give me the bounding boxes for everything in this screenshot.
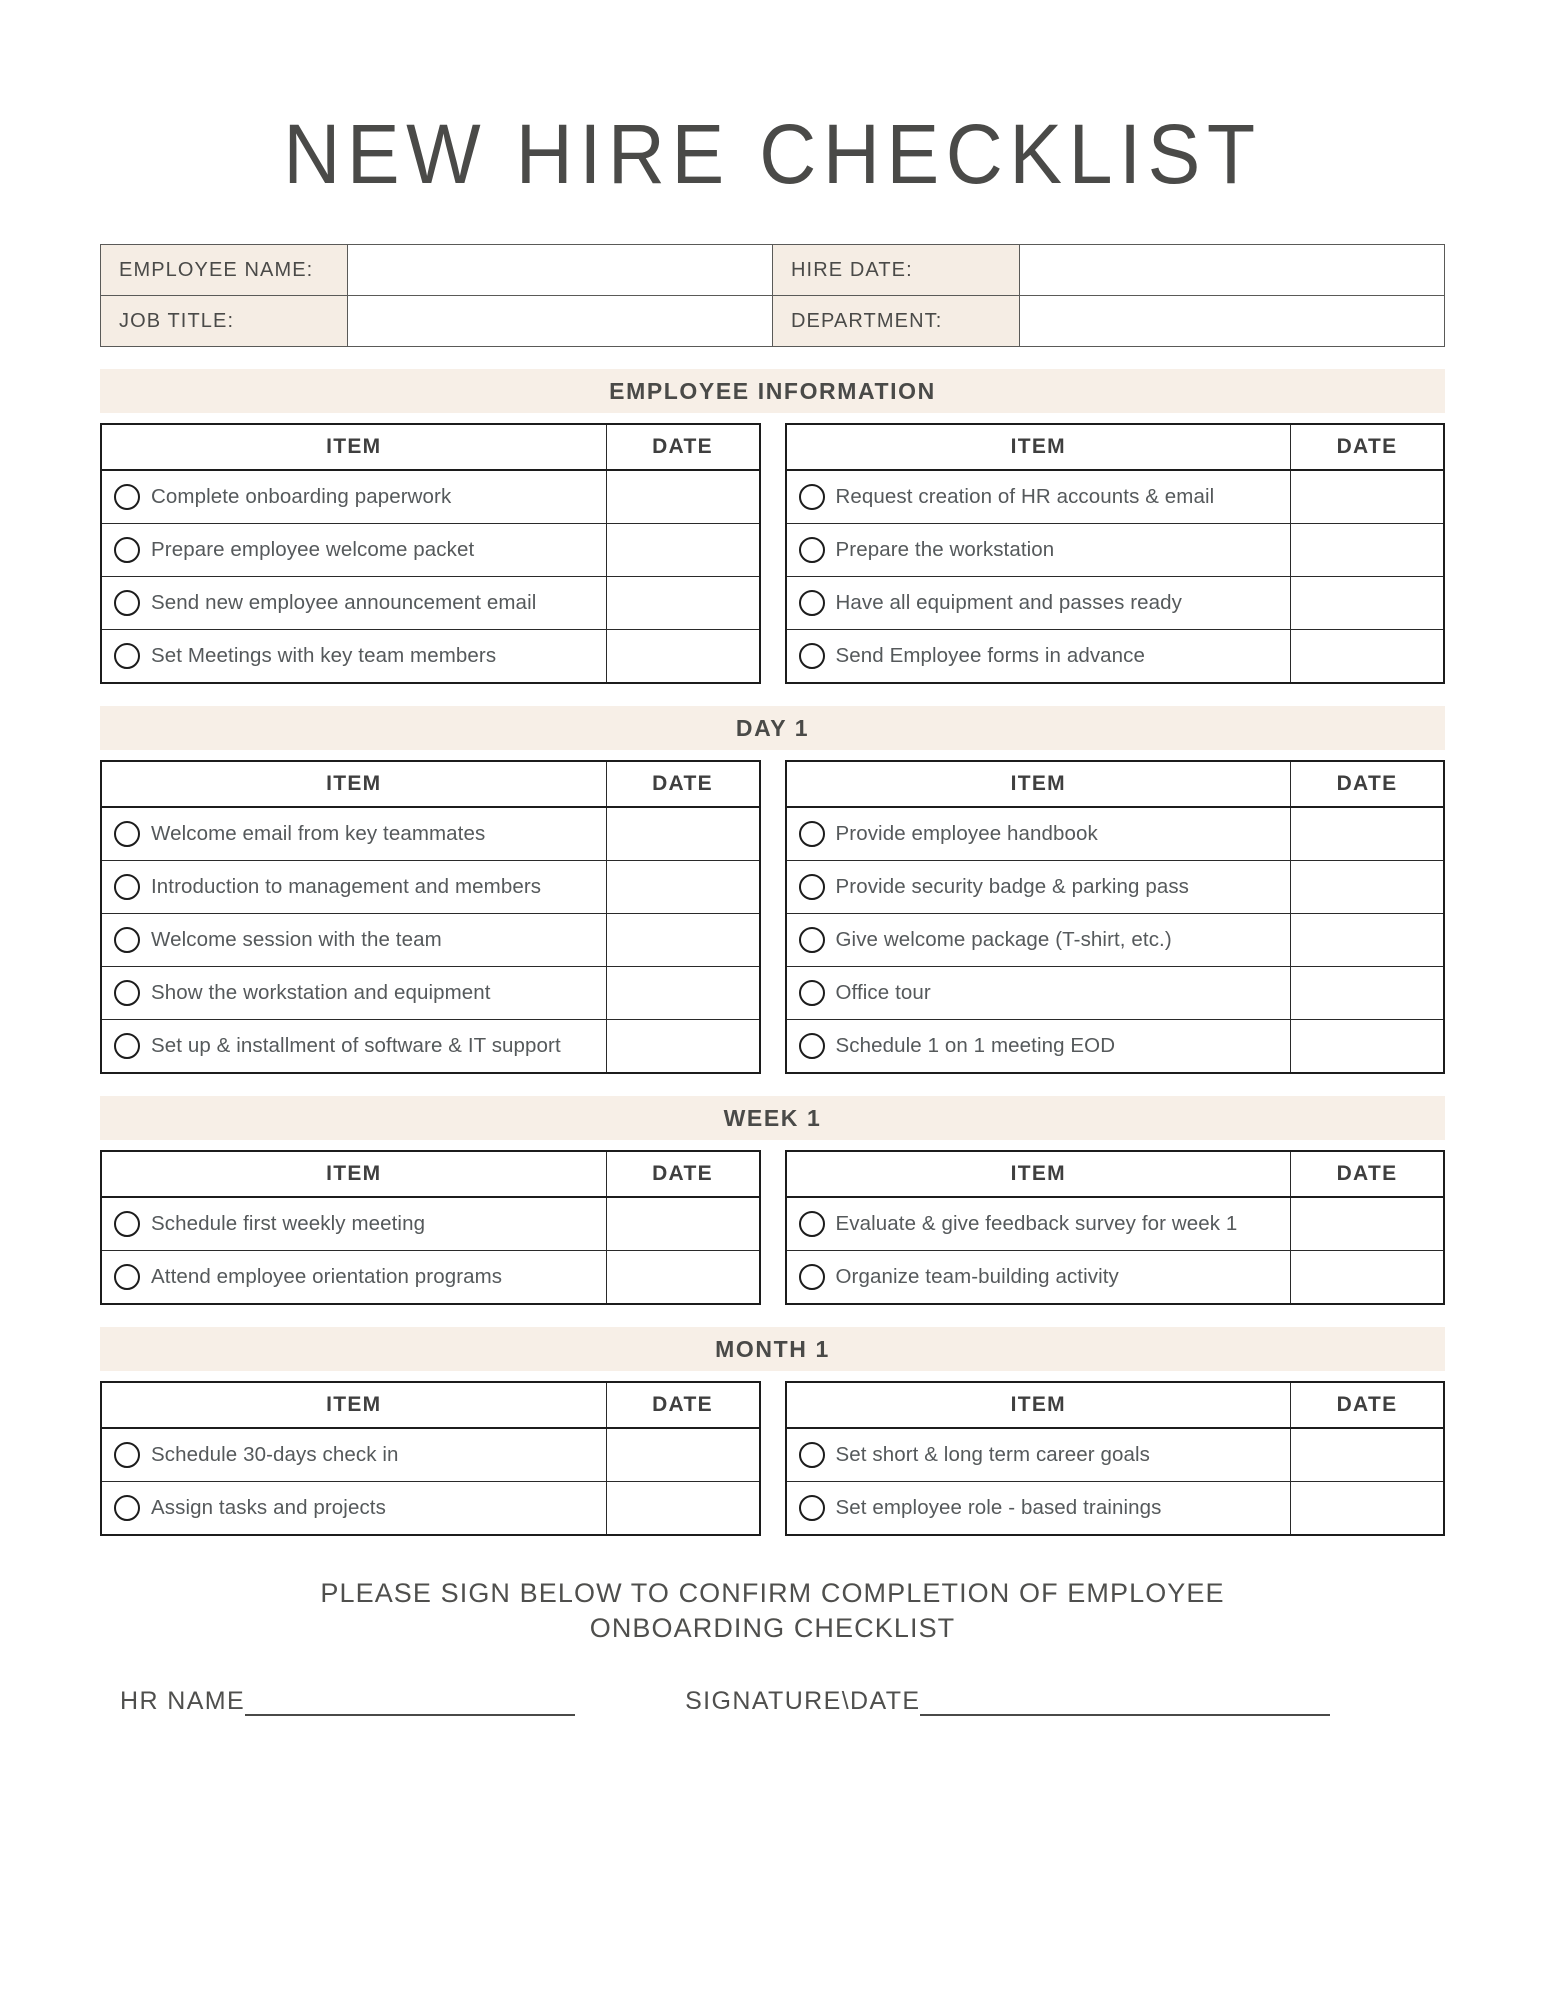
checklist-item	[799, 874, 1279, 900]
table-row	[101, 1020, 760, 1074]
checkbox-circle-icon[interactable]	[799, 1033, 825, 1059]
checklist-item-cell[interactable]	[786, 1428, 1291, 1482]
checklist-item	[799, 980, 1279, 1006]
checklist-item	[799, 643, 1279, 669]
checklist-item-label: Prepare the workstation	[835, 538, 1055, 561]
employee-info-table	[100, 244, 1445, 347]
table-row	[101, 1482, 760, 1536]
table-row	[101, 807, 760, 861]
checklist-date-cell[interactable]	[1291, 1482, 1445, 1536]
column-header-date: DATE	[606, 761, 760, 807]
hr-name-field	[120, 1687, 575, 1716]
checkbox-circle-icon[interactable]	[114, 1442, 140, 1468]
checklist-item-label: Send Employee forms in advance	[835, 644, 1146, 667]
employee-name-input[interactable]	[348, 245, 773, 296]
table-row	[101, 1197, 760, 1251]
checklist-item-cell[interactable]	[101, 1482, 606, 1536]
checklist-date-cell[interactable]	[606, 470, 760, 524]
checklist-item	[799, 484, 1279, 510]
column-header-date: DATE	[1291, 1382, 1445, 1428]
table-row	[786, 807, 1445, 861]
checklist-item-cell[interactable]	[101, 524, 606, 577]
checklist-date-cell[interactable]	[1291, 1197, 1445, 1251]
checklist-item-label: Have all equipment and passes ready	[835, 591, 1183, 614]
checklist-item-label: Assign tasks and projects	[151, 1496, 386, 1519]
checklist-date-cell[interactable]	[606, 914, 760, 967]
checklist-item	[114, 821, 594, 847]
column-header-date: DATE	[606, 1382, 760, 1428]
column-header-date: DATE	[606, 424, 760, 470]
checkbox-circle-icon[interactable]	[799, 1442, 825, 1468]
checklist-date-cell[interactable]	[606, 1197, 760, 1251]
column-header-date: DATE	[1291, 761, 1445, 807]
checklist-item-label: Prepare employee welcome packet	[151, 538, 475, 561]
signature-note-line2: ONBOARDING CHECKLIST	[589, 1612, 956, 1643]
section-header: WEEK 1	[100, 1096, 1445, 1140]
checklist-table-left	[100, 1150, 761, 1305]
checklist-date-cell[interactable]	[606, 1020, 760, 1074]
checklist-item-cell[interactable]	[101, 861, 606, 914]
checklist-item-cell[interactable]	[101, 1020, 606, 1074]
section-header: MONTH 1	[100, 1327, 1445, 1371]
checklist-item-label: Complete onboarding paperwork	[151, 485, 452, 508]
department-label: DEPARTMENT:	[773, 296, 1020, 347]
table-row	[786, 914, 1445, 967]
checklist-item	[799, 1495, 1279, 1521]
checklist-item	[114, 590, 594, 616]
checklist-item	[114, 927, 594, 953]
checklist-item-label: Attend employee orientation programs	[151, 1265, 503, 1288]
checklist-item-cell[interactable]	[786, 1020, 1291, 1074]
checklist-item-label: Introduction to management and members	[151, 875, 542, 898]
checklist-item	[114, 874, 594, 900]
checkbox-circle-icon[interactable]	[799, 1495, 825, 1521]
checklist-date-cell[interactable]	[1291, 861, 1445, 914]
checklist-item-label: Set Meetings with key team members	[151, 644, 497, 667]
checkbox-circle-icon[interactable]	[799, 537, 825, 563]
checklist-item	[114, 643, 594, 669]
checklist-table-right	[785, 1381, 1446, 1536]
table-header-row	[101, 761, 760, 807]
checklist-table-right	[785, 423, 1446, 684]
checklist-item	[114, 980, 594, 1006]
checklist-item-label: Set short & long term career goals	[835, 1443, 1150, 1466]
column-header-item: ITEM	[786, 424, 1291, 470]
table-row	[786, 577, 1445, 630]
hire-date-label: HIRE DATE:	[773, 245, 1020, 296]
table-row	[101, 914, 760, 967]
checkbox-circle-icon[interactable]	[114, 821, 140, 847]
checklist-item-cell[interactable]	[786, 1251, 1291, 1305]
checklist-item-label: Schedule first weekly meeting	[151, 1212, 426, 1235]
checklist-date-cell[interactable]	[606, 1482, 760, 1536]
checklist-date-cell[interactable]	[606, 967, 760, 1020]
checklist-item-label: Set up & installment of software & IT support	[151, 1034, 561, 1057]
section-tables	[100, 1150, 1445, 1305]
section-tables	[100, 760, 1445, 1074]
checkbox-circle-icon[interactable]	[114, 1495, 140, 1521]
department-input[interactable]	[1020, 296, 1445, 347]
checkbox-circle-icon[interactable]	[799, 1264, 825, 1290]
signature-row	[100, 1687, 1445, 1716]
column-header-date: DATE	[606, 1151, 760, 1197]
table-row	[786, 1020, 1445, 1074]
checklist-item-label: Provide employee handbook	[835, 822, 1098, 845]
checkbox-circle-icon[interactable]	[799, 980, 825, 1006]
table-row	[786, 1251, 1445, 1305]
job-title-input[interactable]	[348, 296, 773, 347]
checklist-item	[799, 1211, 1279, 1237]
checklist-item-cell[interactable]	[101, 807, 606, 861]
checklist-date-cell[interactable]	[1291, 914, 1445, 967]
checklist-item	[114, 1495, 594, 1521]
employee-name-label: EMPLOYEE NAME:	[101, 245, 348, 296]
checkbox-circle-icon[interactable]	[114, 537, 140, 563]
column-header-item: ITEM	[101, 424, 606, 470]
checkbox-circle-icon[interactable]	[114, 1033, 140, 1059]
table-header-row	[786, 424, 1445, 470]
table-row	[101, 1251, 760, 1305]
checklist-item-cell[interactable]	[101, 967, 606, 1020]
column-header-item: ITEM	[101, 761, 606, 807]
checklist-item-label: Welcome email from key teammates	[151, 822, 486, 845]
column-header-date: DATE	[1291, 424, 1445, 470]
table-header-row	[101, 1382, 760, 1428]
checkbox-circle-icon[interactable]	[799, 1211, 825, 1237]
checklist-item-cell[interactable]	[101, 1197, 606, 1251]
checklist-item	[114, 484, 594, 510]
checklist-item-cell[interactable]	[786, 1482, 1291, 1536]
checkbox-circle-icon[interactable]	[799, 484, 825, 510]
checkbox-circle-icon[interactable]	[799, 874, 825, 900]
checklist-date-cell[interactable]	[606, 807, 760, 861]
table-header-row	[786, 1382, 1445, 1428]
column-header-item: ITEM	[786, 1382, 1291, 1428]
checkbox-circle-icon[interactable]	[114, 1211, 140, 1237]
info-row-name	[101, 245, 1445, 296]
checklist-item	[114, 1211, 594, 1237]
checklist-item	[799, 1033, 1279, 1059]
checklist-date-cell[interactable]	[606, 1251, 760, 1305]
checklist-table-left	[100, 423, 761, 684]
checklist-item	[114, 1264, 594, 1290]
signature-date-label: SIGNATURE\DATE	[685, 1687, 921, 1716]
checklist-item-label: Evaluate & give feedback survey for week 1	[835, 1212, 1238, 1235]
section-tables	[100, 423, 1445, 684]
checklist-item-label: Schedule 30-days check in	[151, 1443, 399, 1466]
checklist-item-cell[interactable]	[786, 914, 1291, 967]
table-row	[101, 577, 760, 630]
checklist-table-right	[785, 760, 1446, 1074]
checklist-item-label: Give welcome package (T-shirt, etc.)	[835, 928, 1172, 951]
checklist-item-cell[interactable]	[786, 861, 1291, 914]
checklist-item	[799, 821, 1279, 847]
table-row	[101, 630, 760, 684]
section-header: DAY 1	[100, 706, 1445, 750]
checklist-date-cell[interactable]	[1291, 1428, 1445, 1482]
table-row	[786, 1428, 1445, 1482]
checklist-item-label: Request creation of HR accounts & email	[835, 485, 1215, 508]
signature-note	[100, 1576, 1445, 1645]
table-row	[786, 470, 1445, 524]
checklist-item	[114, 1442, 594, 1468]
checklist-date-cell[interactable]	[1291, 1251, 1445, 1305]
checkbox-circle-icon[interactable]	[114, 590, 140, 616]
table-row	[101, 967, 760, 1020]
signature-date-input[interactable]	[920, 1688, 1330, 1716]
checklist-item	[799, 537, 1279, 563]
table-row	[101, 524, 760, 577]
checklist-item-cell[interactable]	[786, 577, 1291, 630]
checkbox-circle-icon[interactable]	[114, 980, 140, 1006]
table-row	[786, 1482, 1445, 1536]
checklist-table-right	[785, 1150, 1446, 1305]
table-header-row	[786, 761, 1445, 807]
checkbox-circle-icon[interactable]	[114, 484, 140, 510]
checklist-item-cell[interactable]	[786, 967, 1291, 1020]
checklist-sections	[100, 369, 1445, 1536]
checkbox-circle-icon[interactable]	[799, 643, 825, 669]
checklist-date-cell[interactable]	[1291, 577, 1445, 630]
table-row	[786, 967, 1445, 1020]
checklist-date-cell[interactable]	[1291, 630, 1445, 684]
column-header-item: ITEM	[786, 761, 1291, 807]
column-header-date: DATE	[1291, 1151, 1445, 1197]
checklist-item-label: Office tour	[835, 981, 931, 1004]
checkbox-circle-icon[interactable]	[114, 927, 140, 953]
section-header: EMPLOYEE INFORMATION	[100, 369, 1445, 413]
table-row	[786, 861, 1445, 914]
checklist-item-cell[interactable]	[101, 577, 606, 630]
column-header-item: ITEM	[786, 1151, 1291, 1197]
table-row	[786, 1197, 1445, 1251]
checklist-item	[114, 537, 594, 563]
checkbox-circle-icon[interactable]	[114, 643, 140, 669]
checklist-item	[114, 1033, 594, 1059]
checklist-item-label: Organize team-building activity	[835, 1265, 1119, 1288]
table-row	[786, 630, 1445, 684]
checkbox-circle-icon[interactable]	[114, 1264, 140, 1290]
checklist-item-label: Welcome session with the team	[151, 928, 442, 951]
checklist-item-label: Set employee role - based trainings	[835, 1496, 1162, 1519]
checklist-date-cell[interactable]	[606, 524, 760, 577]
section-tables	[100, 1381, 1445, 1536]
checklist-table-left	[100, 1381, 761, 1536]
table-row	[786, 524, 1445, 577]
checklist-date-cell[interactable]	[1291, 807, 1445, 861]
info-row-title	[101, 296, 1445, 347]
checklist-item-cell[interactable]	[786, 470, 1291, 524]
hire-date-input[interactable]	[1020, 245, 1445, 296]
column-header-item: ITEM	[101, 1382, 606, 1428]
page-title: NEW HIRE CHECKLIST	[283, 107, 1262, 201]
checklist-item-cell[interactable]	[786, 1197, 1291, 1251]
table-header-row	[101, 424, 760, 470]
checklist-item-cell[interactable]	[786, 807, 1291, 861]
checklist-item-cell[interactable]	[101, 914, 606, 967]
checklist-item-cell[interactable]	[101, 470, 606, 524]
column-header-item: ITEM	[101, 1151, 606, 1197]
checklist-date-cell[interactable]	[1291, 524, 1445, 577]
table-header-row	[101, 1151, 760, 1197]
checklist-item-cell[interactable]	[101, 630, 606, 684]
checklist-date-cell[interactable]	[606, 630, 760, 684]
checklist-item	[799, 590, 1279, 616]
checklist-table-left	[100, 760, 761, 1074]
checklist-date-cell[interactable]	[606, 1428, 760, 1482]
checklist-item	[799, 1442, 1279, 1468]
checklist-date-cell[interactable]	[606, 577, 760, 630]
checklist-item	[799, 1264, 1279, 1290]
checklist-date-cell[interactable]	[1291, 470, 1445, 524]
job-title-label: JOB TITLE:	[101, 296, 348, 347]
checklist-date-cell[interactable]	[606, 861, 760, 914]
hr-name-label: HR NAME	[120, 1687, 246, 1716]
checkbox-circle-icon[interactable]	[799, 590, 825, 616]
checklist-item-cell[interactable]	[101, 1428, 606, 1482]
checklist-item-cell[interactable]	[786, 524, 1291, 577]
signature-note-line1: PLEASE SIGN BELOW TO CONFIRM COMPLETION OF EMPLOYEE	[320, 1578, 1225, 1608]
table-row	[101, 861, 760, 914]
checklist-item	[799, 927, 1279, 953]
table-row	[101, 1428, 760, 1482]
hr-name-input[interactable]	[245, 1688, 575, 1716]
table-header-row	[786, 1151, 1445, 1197]
checklist-item-label: Send new employee announcement email	[151, 591, 537, 614]
checklist-item-label: Provide security badge & parking pass	[835, 875, 1190, 898]
signature-date-field	[685, 1687, 1330, 1716]
checklist-date-cell[interactable]	[1291, 967, 1445, 1020]
checkbox-circle-icon[interactable]	[114, 874, 140, 900]
checklist-item-cell[interactable]	[786, 630, 1291, 684]
checklist-item-cell[interactable]	[101, 1251, 606, 1305]
checkbox-circle-icon[interactable]	[799, 927, 825, 953]
checklist-date-cell[interactable]	[1291, 1020, 1445, 1074]
table-row	[101, 470, 760, 524]
checkbox-circle-icon[interactable]	[799, 821, 825, 847]
checklist-item-label: Show the workstation and equipment	[151, 981, 491, 1004]
checklist-item-label: Schedule 1 on 1 meeting EOD	[835, 1034, 1116, 1057]
